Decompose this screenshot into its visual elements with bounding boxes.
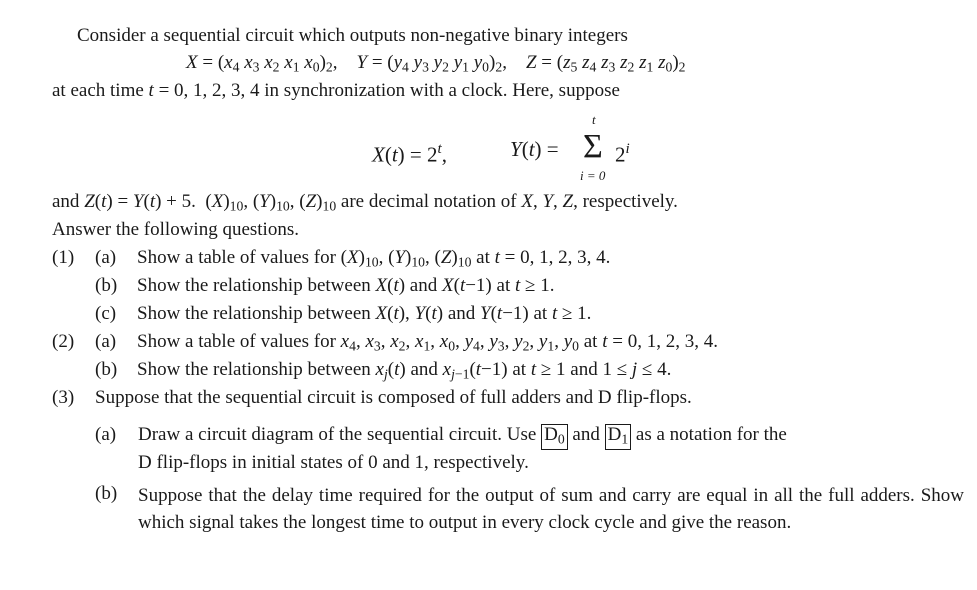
- question-3a-line-1: Draw a circuit diagram of the sequential circuit. Use $D_0$ and $D_1$ as a notation for the: [138, 423, 787, 450]
- summation-sign: Σ: [583, 128, 603, 165]
- sum-upper-limit: t: [592, 112, 596, 127]
- question-3-number: (3): [52, 387, 75, 408]
- z-definition-line: and Z(t) = Y(t) + 5. $(X)_{10}$, $(Y)_{10}$, $(Z)_{10}$ are decimal notation of X, Y, Z, respectively.: [52, 191, 678, 214]
- d1-flipflop-notation: $D_1$: [605, 424, 632, 450]
- question-1b-letter: (b): [95, 275, 118, 296]
- intro-line-3-a: at each time: [52, 80, 149, 101]
- intro-line-3: at each time t = 0, 1, 2, 3, 4 in synchronization with a clock. Here, suppose: [52, 80, 620, 101]
- question-2b: (b) Show the relationship between $x_j(t)$ and $x_{j-1}(t-1)$ at t ≥ 1 and 1 ≤ j ≤ 4.: [95, 359, 672, 382]
- question-3a-text-a: Draw a circuit diagram of the sequential circuit. Use: [138, 424, 537, 445]
- intro-line-1: Consider a sequential circuit which outputs non-negative binary integers: [77, 25, 628, 46]
- sum-lower-limit: i = 0: [580, 168, 606, 183]
- question-3-stem: [52, 386, 692, 410]
- y-of-t-equation-lhs: Y(t) =: [510, 137, 559, 161]
- question-1c-letter: (c): [95, 303, 117, 324]
- x-of-t-equation: $X(t) = 2^t$,: [372, 141, 447, 167]
- question-3a-letter: (a): [95, 424, 117, 445]
- d0-flipflop-notation: $D_0$: [541, 424, 568, 450]
- question-1c: (c) Show the relationship between X(t), Y(t) and Y(t−1) at t ≥ 1.: [95, 303, 592, 324]
- question-3a-line-2: D flip-flops in initial states of 0 and 1, respectively.: [138, 452, 529, 473]
- question-3-stem-text: Suppose that the sequential circuit is composed of full adders and D flip-flops.: [95, 387, 692, 408]
- question-3b-text: Suppose that the delay time required for the output of sum and carry are equal in all the full adders. Show which signal takes the longest time to output in every clock cycle and give the reason.: [138, 485, 964, 533]
- question-1b: (b) Show the relationship between X(t) and X(t−1) at t ≥ 1.: [95, 275, 555, 296]
- answer-instruction: Answer the following questions.: [52, 219, 299, 240]
- question-2-number: (2): [52, 331, 75, 352]
- question-1-number: (1): [52, 247, 75, 268]
- question-2a-letter: (a): [95, 331, 117, 352]
- question-2a: (2) (a) Show a table of values for $x_4$, $x_3$, $x_2$, $x_1$, $x_0$, $y_4$, $y_3$, $y_2$, $y_1$, $y_0$ at t = 0, 1, 2, 3, 4.: [52, 331, 718, 354]
- z-binary-def: $Z = (z_5$ $z_4$ $z_3$ $z_2$ $z_1$ $z_0)_2$: [525, 52, 686, 75]
- sum-term: 2$^i$: [615, 141, 630, 167]
- definition-line: [186, 51, 685, 79]
- question-1a: (1) (a) Show a table of values for $(X)_{10}$, $(Y)_{10}$, $(Z)_{10}$ at t = 0, 1, 2, 3, 4.: [52, 247, 611, 270]
- x-binary-def: $X = (x_4$ $x_3$ $x_2$ $x_1$ $x_0)_2$,: [186, 52, 338, 75]
- question-3a-and: and: [572, 424, 600, 445]
- intro-line-3-b: = 0, 1, 2, 3, 4 in synchronization with a clock. Here, suppose: [153, 80, 620, 101]
- question-1a-letter: (a): [95, 247, 117, 268]
- question-2b-letter: (b): [95, 359, 118, 380]
- question-3b-letter: (b): [95, 483, 118, 504]
- y-binary-def: $Y = (y_4$ $y_3$ $y_2$ $y_1$ $y_0)_2$,: [356, 52, 507, 75]
